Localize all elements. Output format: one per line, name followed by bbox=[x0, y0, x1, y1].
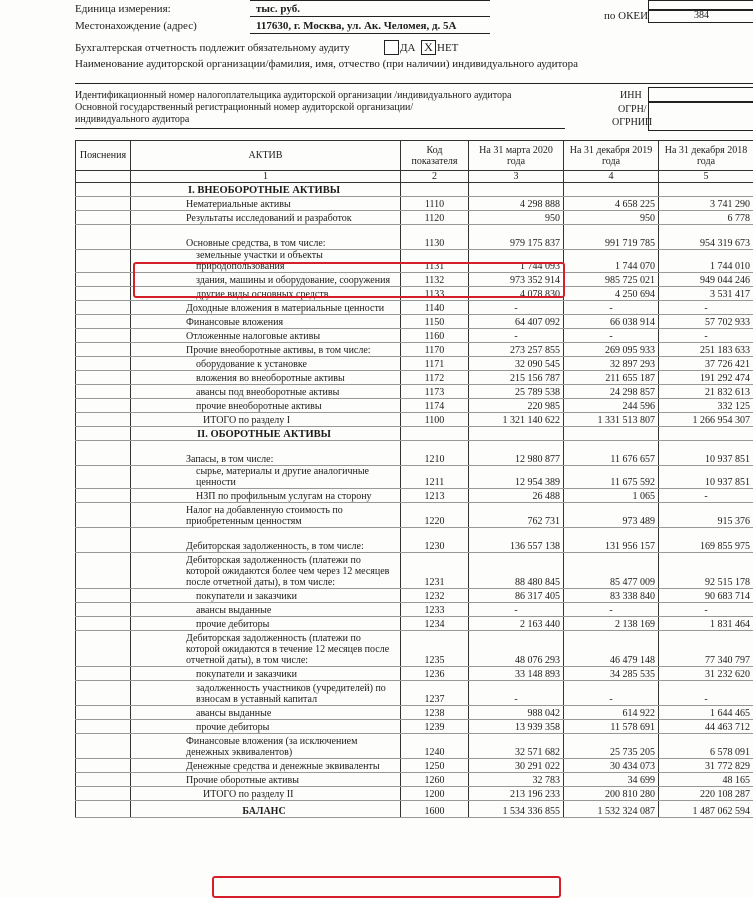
row-notes-cell bbox=[76, 553, 131, 589]
table-row bbox=[76, 631, 753, 667]
row-value-2: 973 489 bbox=[564, 503, 659, 528]
table-row bbox=[76, 225, 753, 250]
row-code: 1213 bbox=[401, 489, 469, 503]
row-notes-cell bbox=[76, 466, 131, 489]
row-value-1: 26 488 bbox=[469, 489, 564, 503]
row-name: прочие внеоборотные активы bbox=[131, 399, 401, 413]
address-label: Местонахождение (адрес) bbox=[75, 20, 197, 32]
row-empty-cell bbox=[401, 427, 469, 441]
row-value-2: 950 bbox=[564, 211, 659, 225]
row-notes-cell bbox=[76, 225, 131, 250]
row-notes-cell bbox=[76, 357, 131, 371]
row-code: 1200 bbox=[401, 787, 469, 801]
row-value-1: 1 321 140 622 bbox=[469, 413, 564, 427]
row-notes-cell bbox=[76, 250, 131, 273]
auditor-name-underline bbox=[75, 83, 753, 84]
row-notes-cell bbox=[76, 183, 131, 197]
unit-label: Единица измерения: bbox=[75, 3, 171, 15]
row-value-2: 211 655 187 bbox=[564, 371, 659, 385]
col-num-1: 1 bbox=[131, 171, 401, 183]
table-row bbox=[76, 343, 753, 357]
table-row bbox=[76, 617, 753, 631]
row-code: 1171 bbox=[401, 357, 469, 371]
row-notes-cell bbox=[76, 427, 131, 441]
row-value-2: 32 897 293 bbox=[564, 357, 659, 371]
table-row bbox=[76, 503, 753, 528]
row-code: 1174 bbox=[401, 399, 469, 413]
row-value-2: 24 298 857 bbox=[564, 385, 659, 399]
row-code: 1150 bbox=[401, 315, 469, 329]
row-notes-cell bbox=[76, 343, 131, 357]
row-empty-cell bbox=[564, 183, 659, 197]
row-value-2: 11 578 691 bbox=[564, 720, 659, 734]
row-value-1: - bbox=[469, 603, 564, 617]
row-value-3: 1 644 465 bbox=[659, 706, 753, 720]
row-notes-cell bbox=[76, 273, 131, 287]
table-row bbox=[76, 371, 753, 385]
row-value-1: 32 571 682 bbox=[469, 734, 564, 759]
row-notes-cell bbox=[76, 773, 131, 787]
row-code: 1172 bbox=[401, 371, 469, 385]
table-row bbox=[76, 301, 753, 315]
row-value-2: 30 434 073 bbox=[564, 759, 659, 773]
row-code: 1131 bbox=[401, 250, 469, 273]
row-code: 1233 bbox=[401, 603, 469, 617]
row-value-3: 332 125 bbox=[659, 399, 753, 413]
highlight-fixed-assets bbox=[133, 262, 565, 298]
row-value-2: 4 658 225 bbox=[564, 197, 659, 211]
row-name: Доходные вложения в материальные ценности bbox=[131, 301, 401, 315]
row-value-3: 954 319 673 bbox=[659, 225, 753, 250]
row-value-1: 4 078 830 bbox=[469, 287, 564, 301]
row-code: 1132 bbox=[401, 273, 469, 287]
row-notes-cell bbox=[76, 385, 131, 399]
row-name: Финансовые вложения (за исключением денежных эквивалентов) bbox=[131, 734, 401, 759]
row-value-2: 985 725 021 bbox=[564, 273, 659, 287]
table-row bbox=[76, 399, 753, 413]
row-value-1: 973 352 914 bbox=[469, 273, 564, 287]
row-value-1: 4 298 888 bbox=[469, 197, 564, 211]
row-value-2: 34 285 535 bbox=[564, 667, 659, 681]
table-row bbox=[76, 787, 753, 801]
row-value-2: 25 735 205 bbox=[564, 734, 659, 759]
table-row bbox=[76, 759, 753, 773]
row-code: 1260 bbox=[401, 773, 469, 787]
row-notes-cell bbox=[76, 617, 131, 631]
table-row bbox=[76, 603, 753, 617]
row-value-1: 86 317 405 bbox=[469, 589, 564, 603]
table-row bbox=[76, 801, 753, 818]
row-name: покупатели и заказчики bbox=[131, 589, 401, 603]
row-value-3: - bbox=[659, 301, 753, 315]
row-value-1: 25 789 538 bbox=[469, 385, 564, 399]
table-row bbox=[76, 427, 753, 441]
row-value-1: - bbox=[469, 681, 564, 706]
row-code: 1100 bbox=[401, 413, 469, 427]
row-notes-cell bbox=[76, 315, 131, 329]
header-date-1: На 31 марта 2020 года bbox=[469, 141, 564, 171]
row-empty-cell bbox=[564, 427, 659, 441]
row-value-1: 950 bbox=[469, 211, 564, 225]
table-row bbox=[76, 211, 753, 225]
row-notes-cell bbox=[76, 371, 131, 385]
row-value-3: 37 726 421 bbox=[659, 357, 753, 371]
ogrn-label: ОГРН/ bbox=[618, 104, 647, 115]
row-empty-cell bbox=[401, 183, 469, 197]
audit-yes-checkbox[interactable] bbox=[384, 40, 399, 55]
row-name: Налог на добавленную стоимость по приобретенным ценностям bbox=[131, 503, 401, 528]
auditor-underline bbox=[75, 128, 565, 129]
header-date-3: На 31 декабря 2018 года bbox=[659, 141, 753, 171]
okei-label: по ОКЕИ bbox=[604, 10, 648, 22]
row-code: 1236 bbox=[401, 667, 469, 681]
row-value-3: 10 937 851 bbox=[659, 466, 753, 489]
row-value-2: 11 675 592 bbox=[564, 466, 659, 489]
row-value-2: 34 699 bbox=[564, 773, 659, 787]
row-value-1: 13 939 358 bbox=[469, 720, 564, 734]
row-notes-cell bbox=[76, 441, 131, 466]
row-value-1: 215 156 787 bbox=[469, 371, 564, 385]
row-notes-cell bbox=[76, 301, 131, 315]
row-value-3: - bbox=[659, 489, 753, 503]
row-value-2: 46 479 148 bbox=[564, 631, 659, 667]
row-name: Дебиторская задолженность (платежи по которой ожидаются более чем через 12 месяцев после отчетной даты), в том числе: bbox=[131, 553, 401, 589]
row-name: авансы выданные bbox=[131, 706, 401, 720]
row-code: 1210 bbox=[401, 441, 469, 466]
row-value-3: 31 232 620 bbox=[659, 667, 753, 681]
row-value-2: 1 532 324 087 bbox=[564, 801, 659, 818]
row-code: 1232 bbox=[401, 589, 469, 603]
row-name: другие виды основных средств bbox=[131, 287, 401, 301]
ogrnip-label: ОГРНИП bbox=[612, 117, 652, 128]
row-value-1: 32 783 bbox=[469, 773, 564, 787]
row-value-3: 1 266 954 307 bbox=[659, 413, 753, 427]
row-value-1: 136 557 138 bbox=[469, 528, 564, 553]
row-value-2: 1 744 070 bbox=[564, 250, 659, 273]
row-value-2: 1 065 bbox=[564, 489, 659, 503]
row-value-1: - bbox=[469, 329, 564, 343]
row-value-1: 988 042 bbox=[469, 706, 564, 720]
row-name: сырье, материалы и другие аналогичные ценности bbox=[131, 466, 401, 489]
col-num-5: 5 bbox=[659, 171, 753, 183]
row-value-3: 1 744 010 bbox=[659, 250, 753, 273]
row-name: Дебиторская задолженность (платежи по которой ожидаются в течение 12 месяцев после отчетной даты), в том числе: bbox=[131, 631, 401, 667]
table-row bbox=[76, 357, 753, 371]
row-code: 1231 bbox=[401, 553, 469, 589]
row-code: 1230 bbox=[401, 528, 469, 553]
row-name: покупатели и заказчики bbox=[131, 667, 401, 681]
row-value-3: 1 831 464 bbox=[659, 617, 753, 631]
row-code: 1140 bbox=[401, 301, 469, 315]
row-value-2: 200 810 280 bbox=[564, 787, 659, 801]
row-code: 1237 bbox=[401, 681, 469, 706]
row-name: Прочие внеоборотные активы, в том числе: bbox=[131, 343, 401, 357]
row-value-3: 92 515 178 bbox=[659, 553, 753, 589]
row-name: Дебиторская задолженность, в том числе: bbox=[131, 528, 401, 553]
col-num-3: 3 bbox=[469, 171, 564, 183]
audit-label: Бухгалтерская отчетность подлежит обязательному аудиту bbox=[75, 42, 350, 54]
row-name: ИТОГО по разделу I bbox=[131, 413, 401, 427]
row-value-1: 273 257 855 bbox=[469, 343, 564, 357]
row-name: авансы под внеоборотные активы bbox=[131, 385, 401, 399]
row-code: 1220 bbox=[401, 503, 469, 528]
row-value-3: 77 340 797 bbox=[659, 631, 753, 667]
row-value-1: 213 196 233 bbox=[469, 787, 564, 801]
row-value-1: 88 480 845 bbox=[469, 553, 564, 589]
row-empty-cell bbox=[469, 427, 564, 441]
row-value-2: 269 095 933 bbox=[564, 343, 659, 357]
row-value-1: 979 175 837 bbox=[469, 225, 564, 250]
row-code: 1235 bbox=[401, 631, 469, 667]
row-value-1: 1 534 336 855 bbox=[469, 801, 564, 818]
row-name: оборудование к установке bbox=[131, 357, 401, 371]
row-value-3: - bbox=[659, 681, 753, 706]
row-notes-cell bbox=[76, 734, 131, 759]
row-name: авансы выданные bbox=[131, 603, 401, 617]
balance-sheet-table bbox=[75, 140, 753, 818]
table-row bbox=[76, 466, 753, 489]
row-name: Основные средства, в том числе: bbox=[131, 225, 401, 250]
row-code: 1250 bbox=[401, 759, 469, 773]
row-value-1: 12 954 389 bbox=[469, 466, 564, 489]
unit-underline bbox=[250, 16, 490, 17]
table-row bbox=[76, 734, 753, 759]
row-notes-cell bbox=[76, 706, 131, 720]
row-value-3: 90 683 714 bbox=[659, 589, 753, 603]
auditor-name-label: Наименование аудиторской организации/фамилия, имя, отчество (при наличии) индивидуального аудитора bbox=[75, 58, 578, 70]
row-name: Нематериальные активы bbox=[131, 197, 401, 211]
row-value-1: 64 407 092 bbox=[469, 315, 564, 329]
okei-value: 384 bbox=[694, 10, 709, 21]
inn-label: ИНН bbox=[620, 90, 642, 101]
row-value-2: 614 922 bbox=[564, 706, 659, 720]
ogrn-label-text-1: Основной государственный регистрационный номер аудиторской организации/ bbox=[75, 102, 413, 113]
row-value-3: 57 702 933 bbox=[659, 315, 753, 329]
row-code: 1600 bbox=[401, 801, 469, 818]
row-value-2: 66 038 914 bbox=[564, 315, 659, 329]
row-name: Результаты исследований и разработок bbox=[131, 211, 401, 225]
table-row bbox=[76, 553, 753, 589]
row-notes-cell bbox=[76, 589, 131, 603]
row-notes-cell bbox=[76, 287, 131, 301]
row-value-2: 2 138 169 bbox=[564, 617, 659, 631]
row-notes-cell bbox=[76, 787, 131, 801]
row-value-3: 949 044 246 bbox=[659, 273, 753, 287]
row-value-3: 6 578 091 bbox=[659, 734, 753, 759]
row-code: 1120 bbox=[401, 211, 469, 225]
row-notes-cell bbox=[76, 329, 131, 343]
row-notes-cell bbox=[76, 631, 131, 667]
header-notes: Пояснения bbox=[76, 141, 131, 171]
row-name: Отложенные налоговые активы bbox=[131, 329, 401, 343]
header-code: Код показателя bbox=[401, 141, 469, 171]
header-asset: АКТИВ bbox=[131, 141, 401, 171]
row-name: задолженность участников (учредителей) по взносам в уставный капитал bbox=[131, 681, 401, 706]
row-code: 1110 bbox=[401, 197, 469, 211]
row-value-1: 32 090 545 bbox=[469, 357, 564, 371]
table-row bbox=[76, 197, 753, 211]
row-name: I. ВНЕОБОРОТНЫЕ АКТИВЫ bbox=[131, 183, 401, 197]
audit-no-mark: X bbox=[424, 40, 433, 54]
row-value-3: - bbox=[659, 329, 753, 343]
row-code: 1238 bbox=[401, 706, 469, 720]
col-num-4: 4 bbox=[564, 171, 659, 183]
table-row bbox=[76, 385, 753, 399]
table-header bbox=[76, 141, 753, 183]
row-value-3: 3 531 417 bbox=[659, 287, 753, 301]
row-value-2: - bbox=[564, 301, 659, 315]
row-name: БАЛАНС bbox=[131, 801, 401, 818]
row-value-1: 1 744 093 bbox=[469, 250, 564, 273]
row-value-3: 191 292 474 bbox=[659, 371, 753, 385]
row-notes-cell bbox=[76, 801, 131, 818]
row-notes-cell bbox=[76, 720, 131, 734]
address-value: 117630, г. Москва, ул. Ак. Челомея, д. 5А bbox=[256, 20, 456, 32]
row-value-3: - bbox=[659, 603, 753, 617]
table-row bbox=[76, 413, 753, 427]
row-name: прочие дебиторы bbox=[131, 720, 401, 734]
row-value-2: - bbox=[564, 603, 659, 617]
row-value-1: 762 731 bbox=[469, 503, 564, 528]
row-name: прочие дебиторы bbox=[131, 617, 401, 631]
row-name: II. ОБОРОТНЫЕ АКТИВЫ bbox=[131, 427, 401, 441]
audit-no-checkbox[interactable] bbox=[421, 40, 436, 55]
row-value-3: 6 778 bbox=[659, 211, 753, 225]
row-value-3: 44 463 712 bbox=[659, 720, 753, 734]
row-notes-cell bbox=[76, 399, 131, 413]
col-num-empty bbox=[76, 171, 131, 183]
ogrn-box bbox=[648, 101, 753, 131]
row-value-2: 991 719 785 bbox=[564, 225, 659, 250]
table-row bbox=[76, 183, 753, 197]
row-empty-cell bbox=[659, 183, 753, 197]
row-empty-cell bbox=[659, 427, 753, 441]
row-value-1: 12 980 877 bbox=[469, 441, 564, 466]
row-notes-cell bbox=[76, 528, 131, 553]
row-value-2: - bbox=[564, 681, 659, 706]
table-row bbox=[76, 528, 753, 553]
row-value-1: 30 291 022 bbox=[469, 759, 564, 773]
row-value-3: 915 376 bbox=[659, 503, 753, 528]
row-value-1: 2 163 440 bbox=[469, 617, 564, 631]
table-row bbox=[76, 681, 753, 706]
table-row bbox=[76, 489, 753, 503]
row-notes-cell bbox=[76, 603, 131, 617]
table-row bbox=[76, 315, 753, 329]
ogrn-label-text-2: индивидуального аудитора bbox=[75, 114, 189, 125]
row-value-3: 251 183 633 bbox=[659, 343, 753, 357]
row-value-1: 33 148 893 bbox=[469, 667, 564, 681]
audit-yes-label: ДА bbox=[400, 42, 415, 54]
column-number-row bbox=[76, 171, 753, 183]
table-row bbox=[76, 441, 753, 466]
row-value-1: - bbox=[469, 301, 564, 315]
row-notes-cell bbox=[76, 667, 131, 681]
highlight-balance bbox=[212, 876, 561, 898]
row-value-3: 21 832 613 bbox=[659, 385, 753, 399]
row-notes-cell bbox=[76, 197, 131, 211]
row-value-3: 48 165 bbox=[659, 773, 753, 787]
row-notes-cell bbox=[76, 211, 131, 225]
table-row bbox=[76, 773, 753, 787]
row-notes-cell bbox=[76, 503, 131, 528]
row-name: земельные участки и объекты природопользования bbox=[131, 250, 401, 273]
okei-box bbox=[648, 9, 753, 23]
row-name: Денежные средства и денежные эквиваленты bbox=[131, 759, 401, 773]
col-num-2: 2 bbox=[401, 171, 469, 183]
row-name: вложения во внеоборотные активы bbox=[131, 371, 401, 385]
row-name: Финансовые вложения bbox=[131, 315, 401, 329]
table-row bbox=[76, 329, 753, 343]
row-code: 1160 bbox=[401, 329, 469, 343]
row-name: ИТОГО по разделу II bbox=[131, 787, 401, 801]
row-value-2: 4 250 694 bbox=[564, 287, 659, 301]
table-row bbox=[76, 706, 753, 720]
row-notes-cell bbox=[76, 681, 131, 706]
row-notes-cell bbox=[76, 759, 131, 773]
unit-value: тыс. руб. bbox=[256, 3, 300, 15]
row-code: 1234 bbox=[401, 617, 469, 631]
row-name: Прочие оборотные активы bbox=[131, 773, 401, 787]
header-row bbox=[76, 141, 753, 171]
row-code: 1240 bbox=[401, 734, 469, 759]
row-value-2: 131 956 157 bbox=[564, 528, 659, 553]
row-value-1: 48 076 293 bbox=[469, 631, 564, 667]
row-value-2: 244 596 bbox=[564, 399, 659, 413]
row-code: 1173 bbox=[401, 385, 469, 399]
table-row bbox=[76, 589, 753, 603]
header-date-2: На 31 декабря 2019 года bbox=[564, 141, 659, 171]
row-name: здания, машины и оборудование, сооружения bbox=[131, 273, 401, 287]
row-code: 1211 bbox=[401, 466, 469, 489]
row-code: 1239 bbox=[401, 720, 469, 734]
row-code: 1133 bbox=[401, 287, 469, 301]
row-value-2: - bbox=[564, 329, 659, 343]
row-notes-cell bbox=[76, 489, 131, 503]
row-code: 1130 bbox=[401, 225, 469, 250]
row-code: 1170 bbox=[401, 343, 469, 357]
table-row bbox=[76, 720, 753, 734]
row-value-2: 1 331 513 807 bbox=[564, 413, 659, 427]
row-value-3: 10 937 851 bbox=[659, 441, 753, 466]
row-value-3: 169 855 975 bbox=[659, 528, 753, 553]
audit-no-label: НЕТ bbox=[437, 42, 458, 54]
row-value-3: 1 487 062 594 bbox=[659, 801, 753, 818]
row-value-2: 85 477 009 bbox=[564, 553, 659, 589]
row-value-3: 31 772 829 bbox=[659, 759, 753, 773]
address-underline bbox=[250, 33, 490, 34]
row-value-3: 3 741 290 bbox=[659, 197, 753, 211]
row-name: Запасы, в том числе: bbox=[131, 441, 401, 466]
row-name: НЗП по профильным услугам на сторону bbox=[131, 489, 401, 503]
row-value-1: 220 985 bbox=[469, 399, 564, 413]
row-notes-cell bbox=[76, 413, 131, 427]
inn-label-text: Идентификационный номер налогоплательщика аудиторской организации /индивидуального аудитора bbox=[75, 90, 511, 101]
row-value-2: 11 676 657 bbox=[564, 441, 659, 466]
row-value-2: 83 338 840 bbox=[564, 589, 659, 603]
row-value-3: 220 108 287 bbox=[659, 787, 753, 801]
row-empty-cell bbox=[469, 183, 564, 197]
table-row bbox=[76, 667, 753, 681]
header-cut-line bbox=[250, 0, 490, 1]
